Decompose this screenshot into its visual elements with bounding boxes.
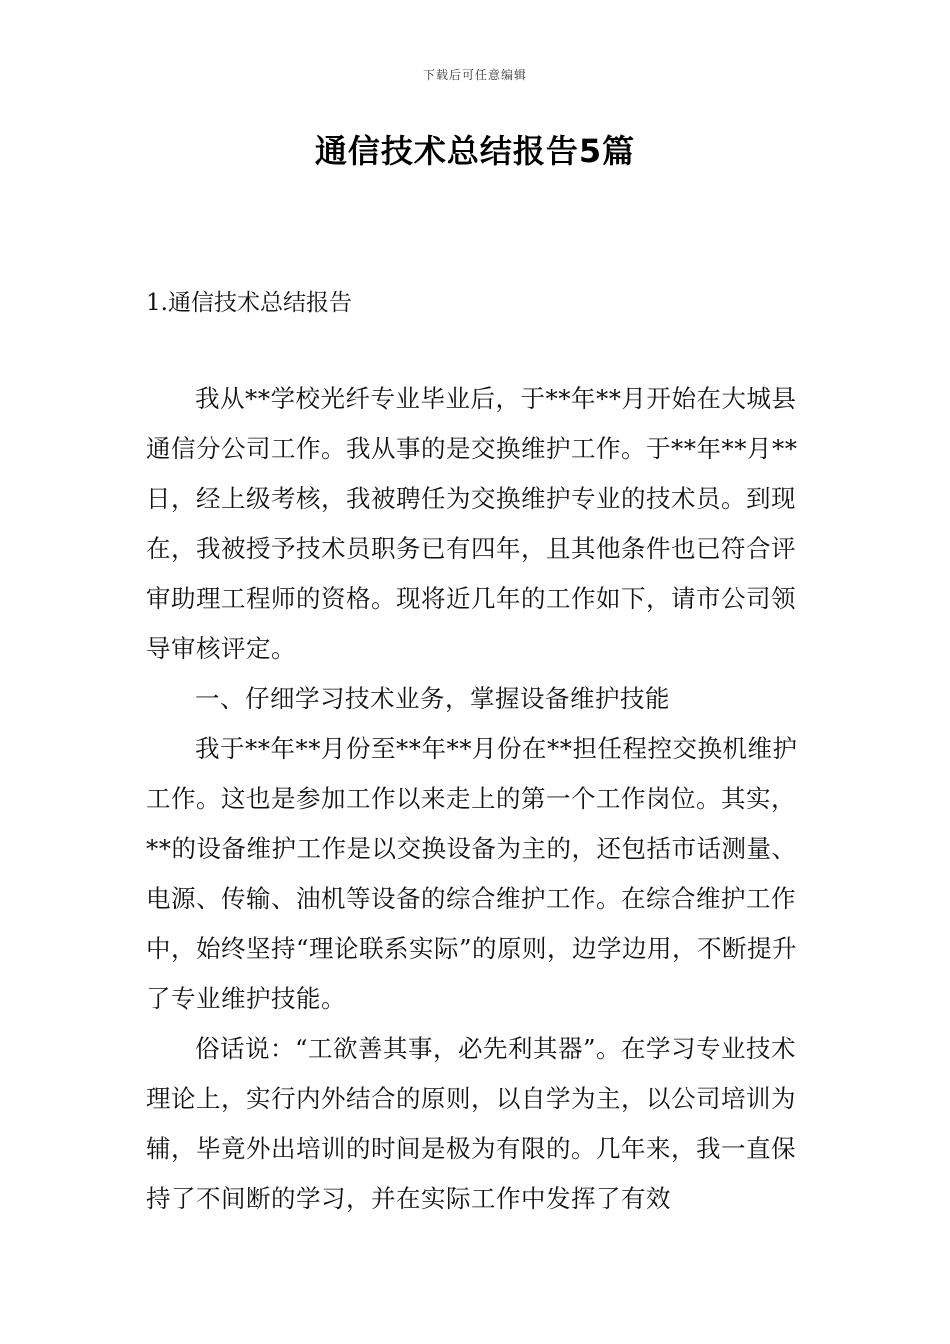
page-title: 通信技术总结报告5篇 — [314, 132, 636, 170]
header-note: 下载后可任意编辑 — [422, 68, 527, 82]
paragraph-maintenance: 我于**年**月份至**年**月份在**担任程控交换机维护工作。这也是参加工作以来走上的第一个工作岗位。其实，**的设备维护工作是以交换设备为主的，还包括市话测量、电源、传输、油机等设备的综合维护工作。在综合维护工作中，始终坚持“理论联系实际”的原则，边学边用，不断提升了专业维护技能。 — [146, 734, 798, 1013]
section-heading: 1.通信技术总结报告 — [146, 290, 352, 316]
document-body — [146, 374, 816, 1224]
paragraph-subheading: 一、仔细学习技术业务，掌握设备维护技能 — [195, 684, 670, 713]
paragraph-intro: 我从**学校光纤专业毕业后，于**年**月开始在大城县通信分公司工作。我从事的是交换维护工作。于**年**月**日，经上级考核，我被聘任为交换维护专业的技术员。到现在，我被授予技术员职务已有四年，且其他条件也已符合评审助理工程师的资格。现将近几年的工作如下，请市公司领导审核评定。 — [146, 384, 798, 663]
paragraph-study: 俗话说：“工欲善其事，必先利其器”。在学习专业技术理论上，实行内外结合的原则，以自学为主，以公司培训为辅，毕竟外出培训的时间是极为有限的。几年来，我一直保持了不间断的学习，并在实际工作中发挥了有效 — [146, 1034, 797, 1213]
